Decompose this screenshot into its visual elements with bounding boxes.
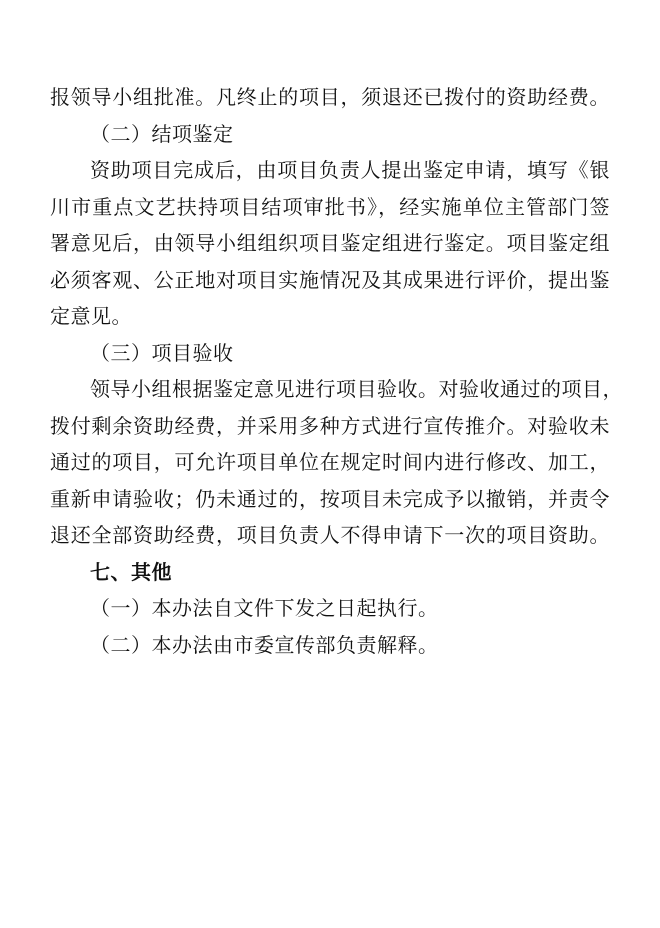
paragraph-line: 退还全部资助经费，项目负责人不得申请下一次的项目资助。 xyxy=(50,523,610,547)
document-body xyxy=(50,79,623,663)
paragraph-line: 川市重点文艺扶持项目结项审批书》，经实施单位主管部门签 xyxy=(50,194,610,219)
paragraph-line: 署意见后，由领导小组组织项目鉴定组进行鉴定。项目鉴定组 xyxy=(50,231,610,255)
subsection-heading-completion-appraisal: （二）结项鉴定 xyxy=(90,121,234,146)
paragraph-line: 必须客观、公正地对项目实施情况及其成果进行评价，提出鉴 xyxy=(50,267,610,292)
list-item: （二）本办法由市委宣传部负责解释。 xyxy=(90,632,439,657)
section-heading-other: 七、其他 xyxy=(90,559,172,584)
paragraph-line: 重新申请验收；仍未通过的，按项目未完成予以撤销，并责令 xyxy=(50,486,610,511)
paragraph-line: 定意见。 xyxy=(50,304,132,328)
list-item: （一）本办法自文件下发之日起执行。 xyxy=(90,596,439,620)
paragraph-line: 领导小组根据鉴定意见进行项目验收。对验收通过的项目， xyxy=(90,377,623,401)
paragraph-line: 资助项目完成后，由项目负责人提出鉴定申请，填写《银 xyxy=(90,158,610,182)
subsection-heading-project-acceptance: （三）项目验收 xyxy=(90,340,234,365)
paragraph-line: 通过的项目，可允许项目单位在规定时间内进行修改、加工， xyxy=(50,450,610,474)
paragraph-line: 报领导小组批准。凡终止的项目，须退还已拨付的资助经费。 xyxy=(50,85,610,109)
paragraph-line: 拨付剩余资助经费，并采用多种方式进行宣传推介。对验收未 xyxy=(50,413,610,438)
